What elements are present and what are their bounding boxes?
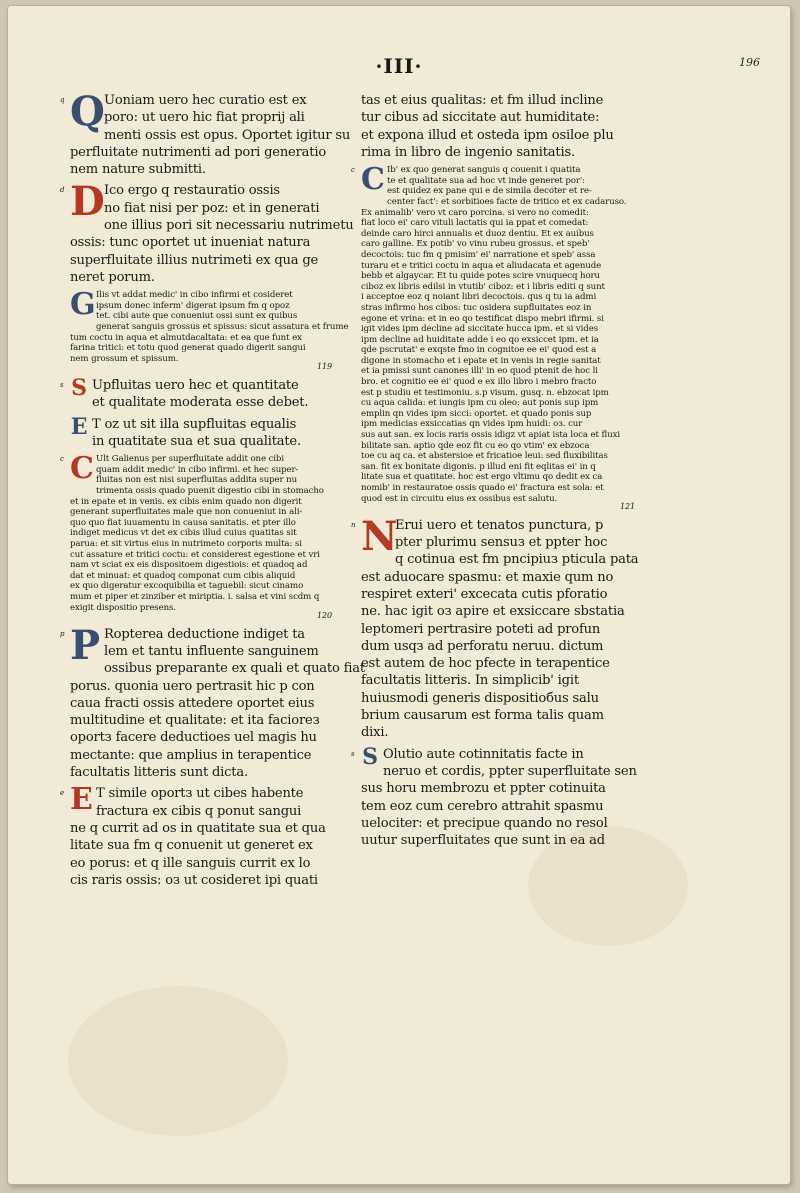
text-block (60, 178, 354, 286)
text-line: sus horu membrozu et ppter cotinuita (361, 781, 606, 797)
text-line: Erui uero et tenatos punctura, p (395, 517, 604, 533)
text-line: mum et piper et zinziber et miriptia. i. salsa et vini scdm q (70, 591, 320, 602)
guide-letter: q (60, 96, 65, 104)
text-line: porus. quonia uero pertrasit hic p con (70, 678, 315, 694)
guide-letter: e (60, 789, 64, 798)
running-head: ·III· (375, 54, 423, 78)
text-line: Ult Galienus per superfluitate addit one cibi (96, 454, 284, 465)
text-line: est autem de hoc pfecte in terapentice (361, 656, 610, 672)
text-line: ossibus preparante ex quali et quato fiat (104, 661, 365, 677)
left-column (60, 88, 365, 893)
text-line: lem et tantu influente sanguinem (104, 644, 319, 659)
text-line: est aduocare spasmu: et maxie qum no (361, 569, 614, 585)
text-line: dum usqз ad perforatu neruu. dictum (361, 638, 604, 654)
text-line: Ilis vt addat medic' in cibo infirmi et cosideret (96, 290, 293, 301)
guide-letter: p (60, 629, 65, 638)
guide-letter: c (60, 455, 64, 464)
text-block (60, 88, 351, 178)
text-line: tem eoz cum cerebro attrahit spasmu (361, 798, 604, 814)
drop-initial: P (70, 621, 100, 669)
text-line: caro galline. Ex potib' vo vinu rubeu grossus. et speb' (361, 239, 590, 250)
text-line: dat et minuat: et quadoq componat cum cibis aliquid (70, 570, 296, 581)
guide-letter: s (60, 381, 64, 390)
text-line: nem grossum et spissum. (70, 353, 179, 364)
text-line: trimenta ossis quado puenit digestio cibi in stomacho (96, 485, 324, 496)
text-line: litate sua fm q conuenit ut generet ex (70, 838, 313, 854)
text-line: ne. hac igit oз apire et exsiccare sbstatia (361, 604, 625, 620)
section-number: 120 (317, 611, 332, 621)
text-line: T oz ut sit illa supfluitas equalis (92, 416, 297, 432)
manuscript-page (8, 6, 790, 1184)
text-line: generant superfluitates male que non conueniut in ali- (70, 507, 303, 518)
text-line: toe cu aq ca. et abstersioe et fricatioe leui: sed fluxibilitas (361, 451, 608, 462)
drop-initial: C (70, 451, 94, 487)
guide-letter: s (351, 749, 355, 758)
drop-initial: E (70, 782, 93, 818)
text-line: cis raris ossis: oз ut cosideret ipi quati (70, 872, 318, 888)
text-line: huiusmodi generis dispositiобus salu (361, 690, 599, 706)
text-line: oportз facere deductioes uel magis hu (70, 730, 317, 746)
text-line: facultatis litteris. In simplicib' igit (361, 673, 579, 689)
text-line: egone et vrina: et in eo qo testificat dispo mebri ifirmi. si (361, 313, 604, 324)
drop-initial: Q (70, 88, 105, 135)
text-line: litate sua et quatitate. hoc est ergo vltimu qo dedit ex ca (361, 472, 603, 483)
text-line: fiat loco ei' caro vituli lactatis qui ia ppat et comedat: (361, 218, 589, 229)
guide-letter: d (60, 186, 65, 195)
text-line: emplin qn vides ipm sicci: oportet. et quado ponis sup (361, 408, 592, 419)
text-line: cu aqua calida: et iungis ipm cu oleo: aut ponis sup ipm (361, 398, 599, 409)
drop-initial: S (71, 375, 87, 402)
section-number: 119 (317, 362, 332, 372)
text-line: ossis: tunc oportet ut inueniat natura (70, 235, 311, 251)
text-line: et ia pmissi sunt canones illi' in eo quod ptenit de hoc li (361, 366, 598, 377)
text-line: igit vides ipm decline ad siccitate hucca ipm. et si vides (361, 324, 599, 335)
drop-initial: N (361, 512, 398, 560)
text-line: Ib' ex quo generat sanguis q couenit i quatita (387, 165, 581, 176)
text-line: rima in libro de ingenio sanitatis. (361, 144, 575, 160)
text-line: pter plurimu sensuз et ppter hoc (395, 535, 608, 551)
text-block (351, 512, 641, 742)
text-line: respiret exteri' excecata cutis pforatio (361, 586, 608, 602)
text-block (361, 92, 641, 161)
section-number: 121 (620, 502, 635, 512)
text-line: cut assature et tritici coctu: et considerest egestione et vri (70, 549, 320, 560)
text-line: one illius pori sit necessariu nutrimetu (104, 218, 354, 234)
text-line: Upfluitas uero hec et quantitate (92, 378, 299, 394)
text-line: tur cibus ad siccitate aut humiditate: (361, 110, 600, 126)
text-line: Uoniam uero hec curatio est ex (104, 93, 307, 108)
text-line: perfluitate nutrimenti ad pori generatio (70, 144, 327, 160)
text-line: decoctois: tuc fm q pmisim' ei' narratione et speb' assa (361, 249, 596, 260)
text-line: caua fracti ossis attedere oportet eius (70, 695, 315, 711)
drop-initial: E (70, 413, 88, 440)
drop-initial: G (70, 287, 96, 323)
text-line: tas et eius qualitas: et fm illud incline (361, 93, 604, 108)
drop-initial: S (362, 743, 378, 770)
text-line: et in epate et in venis. ex cibis enim quado non digerit (70, 496, 302, 507)
text-line: bebb et algaycar. Et tu quide potes scire vnuquecq horu (361, 271, 600, 282)
text-line: turaru et e tritici coctu in aqua et aliudacata et agenude (361, 260, 602, 271)
text-block (70, 287, 349, 373)
text-line: leptomeri pertrasire poteti ad profun (361, 621, 601, 637)
folio-number: 196 (739, 56, 760, 69)
text-line: brium causarum est forma talis quam (361, 708, 604, 724)
text-line: q cotinua est fm pncipiuз pticula pata (395, 552, 639, 568)
text-line: eo porus: et q ille sanguis currit ex lo (70, 855, 311, 871)
text-line: bilitate san. aptio qde eoz fit cu eo qo vtim' ex ebzoca (361, 440, 590, 451)
text-line: ciboz ex libris edilsi in vtutib' ciboz: et i libris editi q sunt (361, 281, 605, 292)
text-line: nem nature submitti. (70, 162, 206, 178)
text-line: fractura ex cibis q ponut sangui (96, 803, 302, 819)
right-column (351, 92, 641, 853)
text-line: digone in stomacho et i epate et in venis in regie sanitat (361, 355, 601, 366)
text-line: Olutio aute cotinnitatis facte in (383, 746, 584, 762)
guide-letter: c (351, 166, 355, 175)
text-block (351, 162, 641, 513)
text-line: superfluitate illius nutrimeti ex qua ge (70, 252, 319, 268)
text-line: facultatis litteris sunt dicta. (70, 765, 248, 781)
text-line: mectante: que amplius in terapentice (70, 747, 312, 763)
text-line: quod est in circuitu eius ex ossibus est salutu. (361, 493, 558, 504)
text-line: farina tritici: et totu quod generat quado digerit sangui (70, 343, 306, 354)
text-line: multitudine et qualitate: et ita facioreз (70, 713, 320, 729)
text-line: Ropterea deductione indiget ta (104, 626, 305, 642)
text-line: sus aut san. ex locis raris ossis idigz vt apiat ista loca et fluxi (361, 430, 621, 441)
text-line: Ex animalib' vero vt caro porcina. si vero no comedit: (361, 207, 589, 218)
paper-stain (68, 986, 288, 1136)
text-line: generat sanguis grossus et spissus: sicut assatura et frume (96, 322, 349, 333)
text-block (60, 621, 365, 782)
text-line: ipsum donec inferm' digerat ipsum fm q opoz (96, 300, 290, 311)
text-line: parua: et sit virtus eius in nutrimeto corporis multa: si (70, 538, 302, 549)
text-line: dixi. (361, 725, 389, 741)
text-block (351, 743, 641, 850)
text-line: et qualitate moderata esse debet. (92, 395, 309, 411)
text-line: T simile oportз ut cibes habente (96, 786, 304, 802)
text-line: neruo et cordis, ppter superfluitate sen (383, 763, 637, 779)
text-line: indiget medicus vt det ex cibis illud cuius quatitas sit (70, 528, 297, 539)
text-line: poro: ut uero hic fiat proprij ali (104, 110, 305, 126)
text-line: fluitas non est nisi superfluitas addita super nu (96, 475, 298, 486)
text-line: in quatitate sua et sua qualitate. (92, 433, 301, 449)
text-line: te et qualitate sua ad hoc vt inde generet por': (387, 175, 585, 186)
text-line: nam vt sciat ex eis dispositoem digestiois: et quadoq ad (70, 560, 308, 571)
text-line: stras infirmo hos cibos: tuc osidera supfluitates eoz in (361, 302, 592, 313)
guide-letter: n (351, 520, 356, 529)
text-line: uelociter: et precipue quando no resol (361, 815, 608, 831)
text-line: est quidez ex pane qui e de simila decoter et re- (387, 186, 592, 197)
text-line: no fiat nisi per poz: et in generati (104, 200, 320, 216)
text-line: tum coctu in aqua et almutdacaltata: et ea que funt ex (70, 332, 302, 343)
text-line: deinde caro hirci annualis et duoz dentiu. Et ex auibus (361, 228, 594, 239)
text-line: menti ossis est opus. Oportet igitur su (104, 127, 351, 143)
text-line: center fact': et sorbitioes facte de tritico et ex cadaruso. (387, 196, 627, 207)
drop-initial: D (70, 178, 105, 226)
text-line: quo quo fiat iuuamentu in causa sanitatis. et pter illo (70, 517, 296, 528)
text-line: bro. et cognitio ee ei' quod e ex illo libro i mebro fracto (361, 377, 597, 388)
text-block (60, 375, 338, 412)
text-line: ipm medicias exsiccatias qn vides ipm huidi: oз. cur (361, 419, 583, 430)
text-line: ex quo digeratur excoquibilia et taguebil: sicut cinamo (70, 581, 304, 592)
text-line: exigit dispositio presens. (70, 602, 176, 613)
text-line: Ico ergo q restauratio ossis (104, 183, 280, 199)
drop-initial: C (361, 162, 385, 198)
text-line: ne q currit ad os in quatitate sua et qua (70, 820, 326, 836)
text-line: i acceptoe eoz q noiant libri decoctois. qus q tu ia admi (361, 292, 597, 303)
text-block (60, 782, 338, 889)
text-line: et expona illud et ostedа ipm osiloe plu (361, 127, 614, 143)
text-line: nomib' in restauratoe ossis quado ei' fractura est sola: et (361, 483, 604, 493)
text-line: quam addit medic' in cibo infirmi. et hec super- (96, 464, 299, 475)
text-block (60, 451, 338, 622)
text-line: est p studiu et testimoniu. s.p visum. gusq. n. ebzocat ipm (361, 387, 609, 398)
text-line: neret porum. (70, 269, 155, 285)
text-line: san. fit ex bonitate digonis. p illud eni fit eqlitas ei' in q (361, 461, 596, 472)
text-line: qde pscrutat' e exqste fmo in cognitoe ee ei' quod est a (361, 345, 597, 356)
text-line: ipm decline ad huiditate adde i eo qo exsiccet ipm. et ia (361, 334, 599, 345)
text-line: tet. cibi aute que conueniut ossi sunt ex quibus (96, 311, 298, 322)
text-line: uutur superfluitates que sunt in ea ad (361, 833, 605, 849)
text-block (70, 413, 338, 451)
